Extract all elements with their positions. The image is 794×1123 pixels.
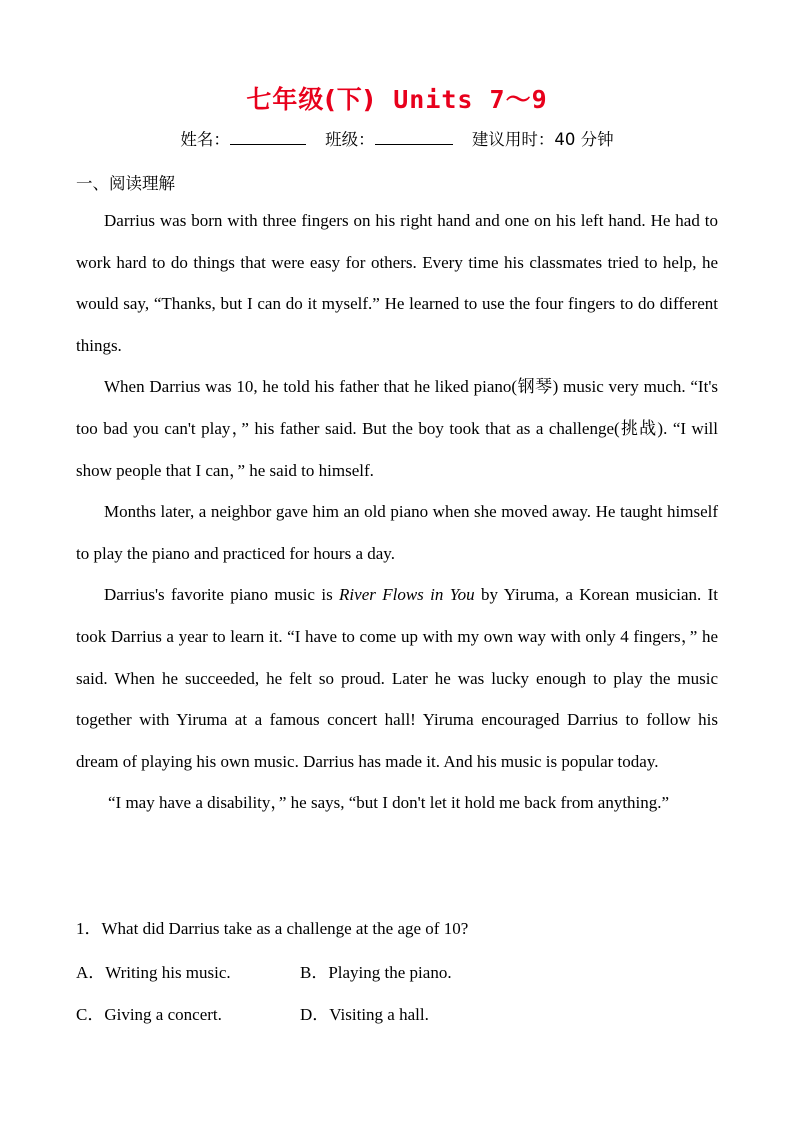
paragraph-4-start: Darrius's favorite piano music is [104,585,340,605]
class-blank[interactable] [375,130,453,145]
paragraph-2: When Darrius was 10, he told his father that he liked piano(钢琴) music very much. “It's too bad you can't play，” his father said. But the boy took that as a challenge(挑战). “I will show people that I can，” he said to himself. [76,377,718,480]
class-label: 班级： [325,130,375,149]
section-title: 一、阅读理解 [76,174,175,193]
paragraph-5: “I may have a disability，” he says, “but I don't let it hold me back from anything.” [108,793,670,813]
option-a[interactable]: A．Writing his music. [76,963,231,982]
paragraph-3: Months later, a neighbor gave him an old piano when she moved away. He taught himself to play the piano and practiced for hours a day. [76,502,718,563]
grade-title: 七年级(下) [246,85,376,114]
paragraph-4-end: by Yiruma, a Korean musician. It took Darrius a year to learn it. “I have to come up with my own way with only 4 fingers，” he said. When he succeeded, he felt so proud. Later he was lucky enough to play the music together with Yiruma at a famous concert hall! Yiruma encouraged Darrius to follow his dream of playing his own music. Darrius has made it. And his music is popular today. [76,585,718,771]
name-label: 姓名： [180,130,230,149]
student-info-line [0,126,794,150]
paragraph-4 [76,574,718,782]
option-b[interactable]: B．Playing the piano. [300,963,452,982]
options-row-1 [76,958,718,983]
song-title: River Flows in You [339,585,475,605]
name-blank[interactable] [230,130,306,145]
page-title [0,80,794,116]
time-label: 建议用时：40 分钟 [471,130,614,149]
question-1: 1．What did Darrius take as a challenge at the age of 10? [76,919,469,938]
option-c[interactable]: C．Giving a concert. [76,1005,222,1024]
paragraph-1: Darrius was born with three fingers on his right hand and one on his left hand. He had to work hard to do things that were easy for others. Every time his classmates tried to help, he would say, “Thanks, but I can do it myself.” He learned to use the four fingers to do different things. [76,211,718,355]
reading-passage [76,200,718,824]
options-row-2 [76,1000,718,1025]
option-d[interactable]: D．Visiting a hall. [300,1005,429,1024]
units-title: Units 7～9 [393,85,548,114]
